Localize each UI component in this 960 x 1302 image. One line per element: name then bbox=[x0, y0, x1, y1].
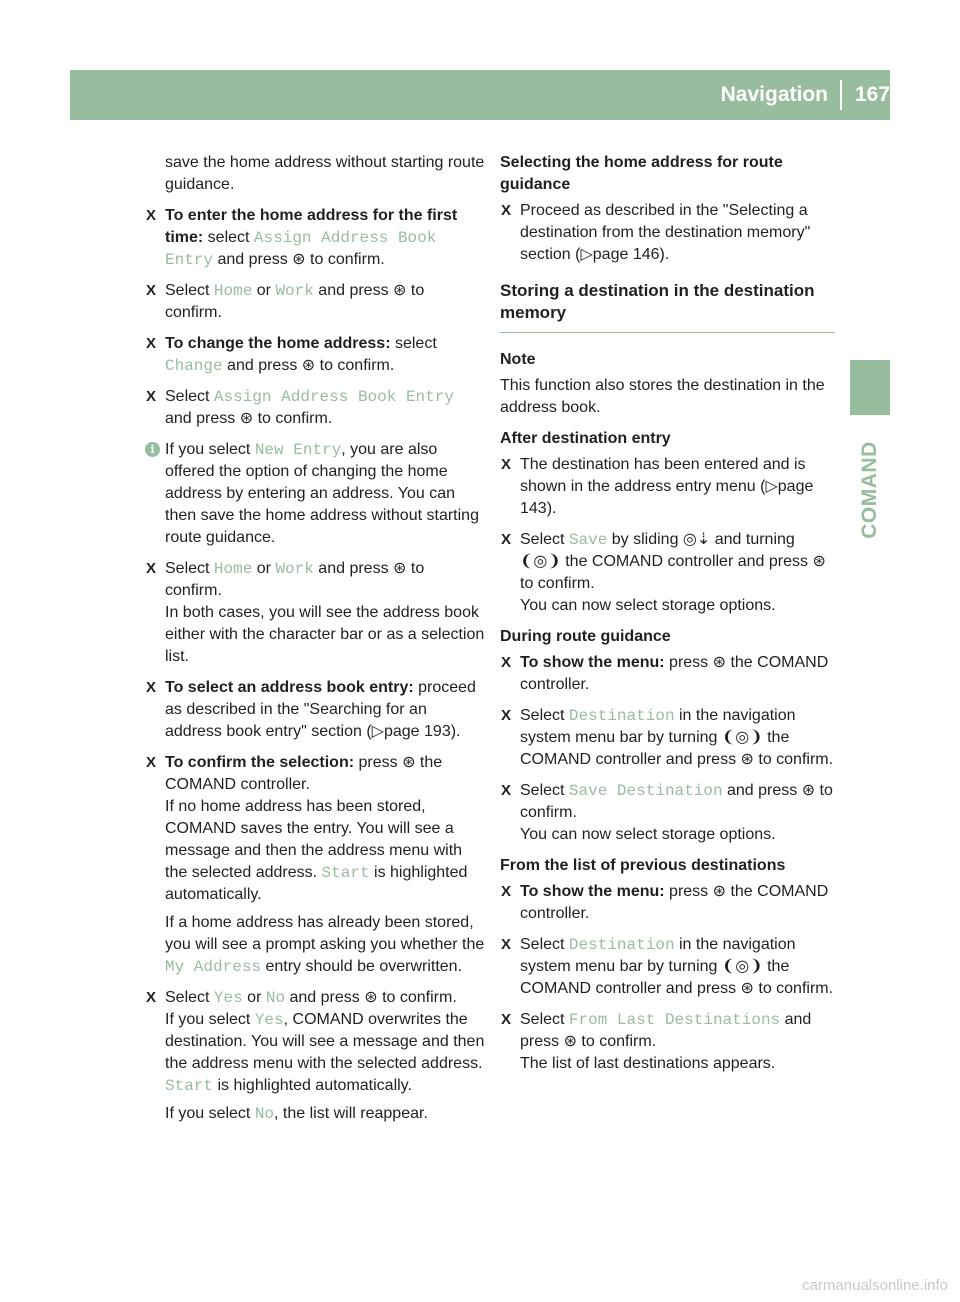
subheading: During route guidance bbox=[500, 628, 671, 645]
bullet-x-icon: X bbox=[146, 754, 157, 771]
menu-item-text: Home bbox=[213, 560, 253, 578]
press-controller-icon: ⊛ bbox=[801, 782, 816, 799]
press-controller-icon: ⊛ bbox=[712, 883, 727, 900]
bullet-x-icon: X bbox=[146, 335, 157, 352]
press-controller-icon: ⊛ bbox=[740, 751, 754, 768]
list-item: X Select Save Destination and press ⊛ to confirm. You can now select storage options. bbox=[501, 782, 833, 843]
list-item: X To show the menu: press ⊛ the COMAND controller. bbox=[501, 654, 829, 693]
info-note: i If you select New Entry, you are also offered the option of changing the home address by entering an address. You can then save the home address without starting route guidance. bbox=[145, 439, 485, 549]
press-controller-icon: ⊛ bbox=[364, 989, 378, 1006]
press-controller-icon: ⊛ bbox=[292, 251, 306, 268]
bullet-x-icon: X bbox=[146, 207, 157, 224]
menu-item-text: Work bbox=[275, 282, 314, 300]
menu-item-text: No bbox=[254, 1105, 275, 1123]
subheading: Selecting the home address for route guidance bbox=[500, 154, 783, 193]
left-column bbox=[145, 152, 485, 1134]
info-icon: i bbox=[145, 442, 160, 457]
list-item: X Select From Last Destinations and press ⊛ to confirm. The list of last destinations appears. bbox=[501, 1011, 812, 1072]
list-item: X Select Yes or No and press ⊛ to confirm. If you select Yes, COMAND overwrites the destination. You will see a message and then the address menu with the selected address. Start is highlighted automatically. If you select No, the list will reappear. bbox=[146, 989, 485, 1123]
menu-item-text: Destination bbox=[568, 707, 675, 725]
press-controller-icon: ⊛ bbox=[812, 553, 826, 570]
menu-item-text: Home bbox=[213, 282, 253, 300]
press-controller-icon: ⊛ bbox=[393, 282, 407, 299]
bullet-x-icon: X bbox=[501, 1011, 512, 1028]
paragraph: save the home address without starting route guidance. bbox=[165, 154, 485, 193]
bullet-x-icon: X bbox=[501, 883, 512, 900]
menu-item-text: Start bbox=[321, 864, 370, 882]
list-item: X Select Home or Work and press ⊛ to confirm. bbox=[146, 282, 425, 321]
press-controller-icon: ⊛ bbox=[402, 754, 416, 771]
menu-item-text: Yes bbox=[213, 989, 243, 1007]
side-tab-marker bbox=[850, 360, 890, 415]
list-item: X To show the menu: press ⊛ the COMAND controller. bbox=[501, 883, 829, 922]
section-title: Navigation bbox=[721, 80, 842, 110]
list-item: X The destination has been entered and is shown in the address entry menu (▷page 143). bbox=[501, 456, 814, 517]
bullet-x-icon: X bbox=[146, 560, 157, 577]
menu-item-text: Change bbox=[165, 357, 223, 375]
press-controller-icon: ⊛ bbox=[563, 1033, 577, 1050]
list-item: X Select Home or Work and press ⊛ to confirm. In both cases, you will see the address book either with the character bar or as a selection list. bbox=[146, 560, 485, 665]
turn-controller-icon: ❨◎❩ bbox=[520, 553, 561, 570]
press-controller-icon: ⊛ bbox=[740, 980, 754, 997]
list-item: X Select Destination in the navigation system menu bar by turning ❨◎❩ the COMAND controller and press ⊛ to confirm. bbox=[501, 707, 834, 768]
section-heading: Storing a destination in the destination memory bbox=[500, 280, 835, 333]
subheading: Note bbox=[500, 351, 536, 368]
turn-controller-icon: ❨◎❩ bbox=[721, 958, 763, 975]
list-item: X Select Destination in the navigation system menu bar by turning ❨◎❩ the COMAND controller and press ⊛ to confirm. bbox=[501, 936, 834, 997]
menu-item-text: Start bbox=[165, 1077, 214, 1095]
menu-item-text: Save Destination bbox=[568, 782, 723, 800]
bullet-x-icon: X bbox=[146, 282, 157, 299]
bullet-x-icon: X bbox=[146, 989, 157, 1006]
menu-item-text: Assign Address Book Entry bbox=[165, 229, 437, 269]
footer-watermark: carmanualsonline.info bbox=[802, 1277, 948, 1294]
list-item: X Select Assign Address Book Entry and press ⊛ to confirm. bbox=[146, 388, 454, 427]
paragraph: This function also stores the destination in the address book. bbox=[500, 377, 825, 416]
list-item: X Proceed as described in the "Selecting a destination from the destination memory" section (▷page 146). bbox=[501, 202, 811, 263]
menu-item-text: Save bbox=[568, 531, 608, 549]
menu-item-text: Yes bbox=[254, 1011, 284, 1029]
page-ref-icon: ▷ bbox=[371, 723, 384, 740]
press-controller-icon: ⊛ bbox=[393, 560, 407, 577]
turn-controller-icon: ❨◎❩ bbox=[721, 729, 763, 746]
bullet-x-icon: X bbox=[501, 782, 512, 799]
list-item: X Select Save by sliding ◎⇣ and turning ❨◎❩ the COMAND controller and press ⊛ to confirm. You can now select storage options. bbox=[501, 531, 826, 614]
right-column bbox=[500, 152, 835, 1084]
menu-item-text: No bbox=[265, 989, 286, 1007]
list-item: X To confirm the selection: press ⊛ the COMAND controller. If no home address has been stored, COMAND saves the entry. You will see a message and then the address menu with the selected address. Start is highlighted automatically. If a home address has already been stored, you will see a prompt asking you whether the My Address entry should be overwritten. bbox=[146, 754, 485, 976]
side-tab-label: COMAND bbox=[858, 441, 881, 539]
bullet-x-icon: X bbox=[146, 388, 157, 405]
bullet-x-icon: X bbox=[501, 456, 512, 473]
list-item: X To enter the home address for the first time: select Assign Address Book Entry and press ⊛ to confirm. bbox=[146, 207, 458, 269]
list-item: X To select an address book entry: proceed as described in the "Searching for an address book entry" section (▷page 193). bbox=[146, 679, 476, 740]
page-number: 167 bbox=[854, 83, 890, 106]
press-controller-icon: ⊛ bbox=[301, 357, 316, 374]
bullet-x-icon: X bbox=[501, 531, 512, 548]
bullet-x-icon: X bbox=[501, 202, 512, 219]
menu-item-text: From Last Destinations bbox=[568, 1011, 781, 1029]
bullet-x-icon: X bbox=[146, 679, 157, 696]
page-ref-icon: ▷ bbox=[580, 246, 593, 263]
slide-controller-icon: ◎⇣ bbox=[682, 531, 711, 548]
menu-item-text: Work bbox=[275, 560, 314, 578]
press-controller-icon: ⊛ bbox=[712, 654, 727, 671]
menu-item-text: My Address bbox=[165, 958, 262, 976]
menu-item-text: Assign Address Book Entry bbox=[213, 388, 454, 406]
menu-item-text: Destination bbox=[568, 936, 675, 954]
running-header bbox=[640, 80, 890, 110]
bullet-x-icon: X bbox=[501, 654, 512, 671]
list-item: X To change the home address: select Change and press ⊛ to confirm. bbox=[146, 335, 437, 375]
menu-item-text: New Entry bbox=[254, 441, 342, 459]
bullet-x-icon: X bbox=[501, 707, 512, 724]
subheading: From the list of previous destinations bbox=[500, 857, 786, 874]
bullet-x-icon: X bbox=[501, 936, 512, 953]
subheading: After destination entry bbox=[500, 430, 671, 447]
press-controller-icon: ⊛ bbox=[239, 410, 254, 427]
page-ref-icon: ▷ bbox=[765, 478, 778, 495]
